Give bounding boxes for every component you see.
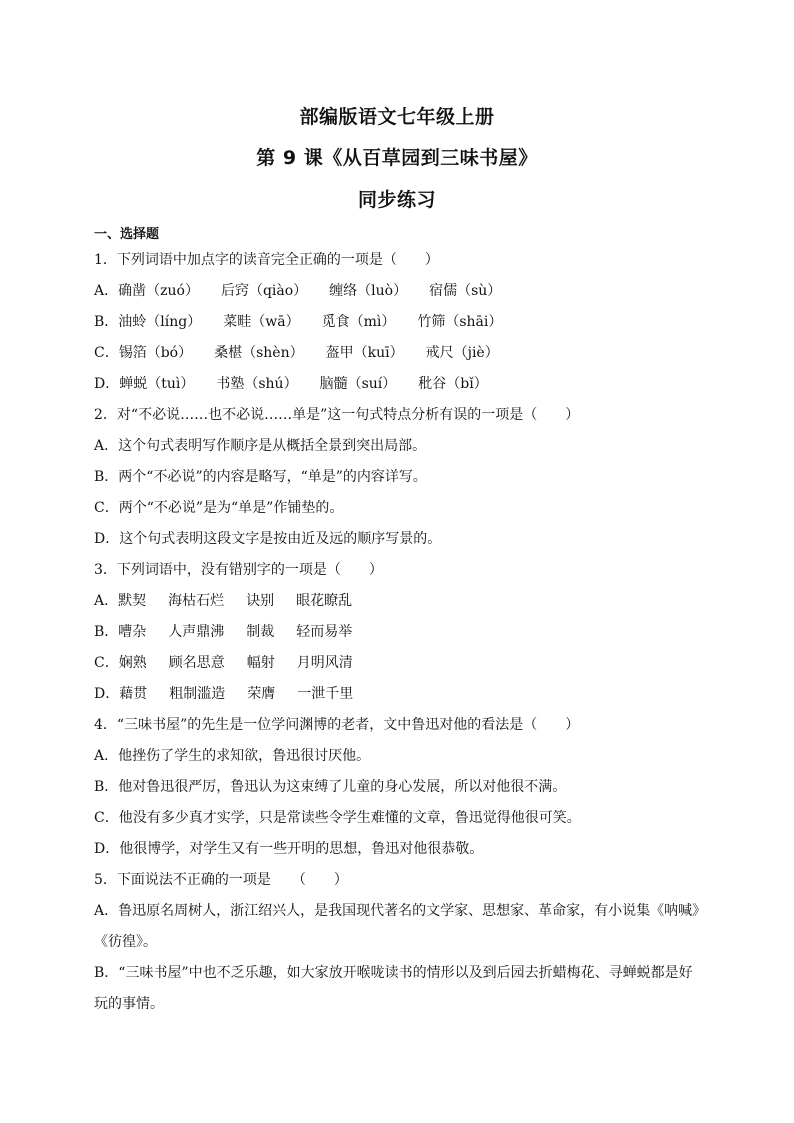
option-item: 轻而易举 [296,624,353,640]
question-5-option-b: B．“三味书屋”中也不乏乐趣，如大家放开喉咙读书的情形以及到后园去折蜡梅花、寻蝉蜕都是好玩的事情。 [94,965,693,1012]
option-item: 盔甲（kuī） [325,345,404,361]
option-label: D． [94,686,120,702]
question-3-option-c [94,648,706,679]
document-title: 部编版语文七年级上册 [299,106,495,128]
option-item: 一泄千里 [297,686,354,702]
option-item: 诀别 [246,593,275,609]
question-list [94,245,706,1020]
section-heading: 一、选择题 [94,227,160,242]
option-item: 默契 [118,593,147,609]
question-4-stem: 4．“三味书屋”的先生是一位学问渊博的老者，文中鲁迅对他的看法是（ ） [94,717,580,733]
exercise-title: 同步练习 [357,189,436,211]
option-item: 月明风清 [296,655,353,671]
option-item: 后窍（qiào） [220,283,308,299]
question-2-stem: 2．对“不必说……也不必说……单是”这一句式特点分析有误的一项是（ ） [94,407,580,423]
question-3-stem: 3．下列词语中，没有错别字的一项是（ ） [94,562,383,578]
question-4-option-a: A．他挫伤了学生的求知欲，鲁迅很讨厌他。 [94,748,371,764]
option-item: 秕谷（bǐ） [418,376,488,392]
option-label: B． [94,314,119,330]
option-item: 觅食（mì） [321,314,396,330]
option-item: 锡箔（bó） [118,345,193,361]
lesson-title: 第 9 课《从百草园到三味书屋》 [256,147,538,169]
question-3-option-a [94,586,706,617]
question-5-stem: 5．下面说法不正确的一项是 （ ） [94,872,348,888]
question-1-option-a [94,276,706,307]
question-2-option-c: C．两个“不必说”是为“单是”作铺垫的。 [94,500,344,516]
question-1-option-c [94,338,706,369]
question-5-option-a: A．鲁迅原名周树人，浙江绍兴人，是我国现代著名的文学家、思想家、革命家，有小说集《呐喊》《彷徨》。 [94,903,700,950]
question-1-option-b [94,307,706,338]
option-label: D． [94,376,120,392]
option-item: 海枯石烂 [168,593,225,609]
option-item: 戒尺（jiè） [425,345,499,361]
option-item: 粗制滥造 [169,686,226,702]
question-4-option-c: C．他没有多少真才实学，只是常读些令学生难懂的文章，鲁迅觉得他很可笑。 [94,810,581,826]
option-item: 眼花瞭乱 [296,593,353,609]
option-item: 油蛉（líng） [118,314,202,330]
question-1-stem: 1．下列词语中加点字的读音完全正确的一项是（ ） [94,252,439,268]
question-3-option-b [94,617,706,648]
question-2-option-b: B．两个“不必说”的内容是略写，“单是”的内容详写。 [94,469,427,485]
option-item: 藉贯 [119,686,148,702]
question-3-option-d [94,679,706,710]
option-item: 幅射 [246,655,275,671]
option-item: 缠络（luò） [329,283,408,299]
option-label: A． [94,593,119,609]
option-item: 制裁 [246,624,275,640]
option-item: 确凿（zuó） [118,283,199,299]
option-item: 脑髓（suí） [319,376,397,392]
option-item: 菜畦（wā） [223,314,300,330]
question-1-option-d [94,369,706,400]
option-label: C． [94,345,119,361]
option-item: 宿儒（sù） [429,283,502,299]
option-item: 人声鼎沸 [168,624,225,640]
option-item: 竹筛（shāi） [417,314,503,330]
option-item: 书塾（shú） [216,376,298,392]
question-2-option-a: A．这个句式表明写作顺序是从概括全景到突出局部。 [94,438,427,454]
question-4-option-d: D．他很博学，对学生又有一些开明的思想，鲁迅对他很恭敬。 [94,841,484,857]
option-item: 桑椹（shèn） [214,345,304,361]
option-item: 荣膺 [247,686,276,702]
question-4-option-b: B．他对鲁迅很严厉，鲁迅认为这束缚了儿童的身心发展，所以对他很不满。 [94,779,567,795]
option-item: 娴熟 [118,655,147,671]
option-label: B． [94,624,119,640]
question-2-option-d: D．这个句式表明这段文字是按由近及远的顺序写景的。 [94,531,442,547]
option-label: C． [94,655,119,671]
option-item: 嘈杂 [118,624,147,640]
option-item: 顾名思意 [168,655,225,671]
option-item: 蝉蜕（tuì） [119,376,195,392]
option-label: A． [94,283,119,299]
